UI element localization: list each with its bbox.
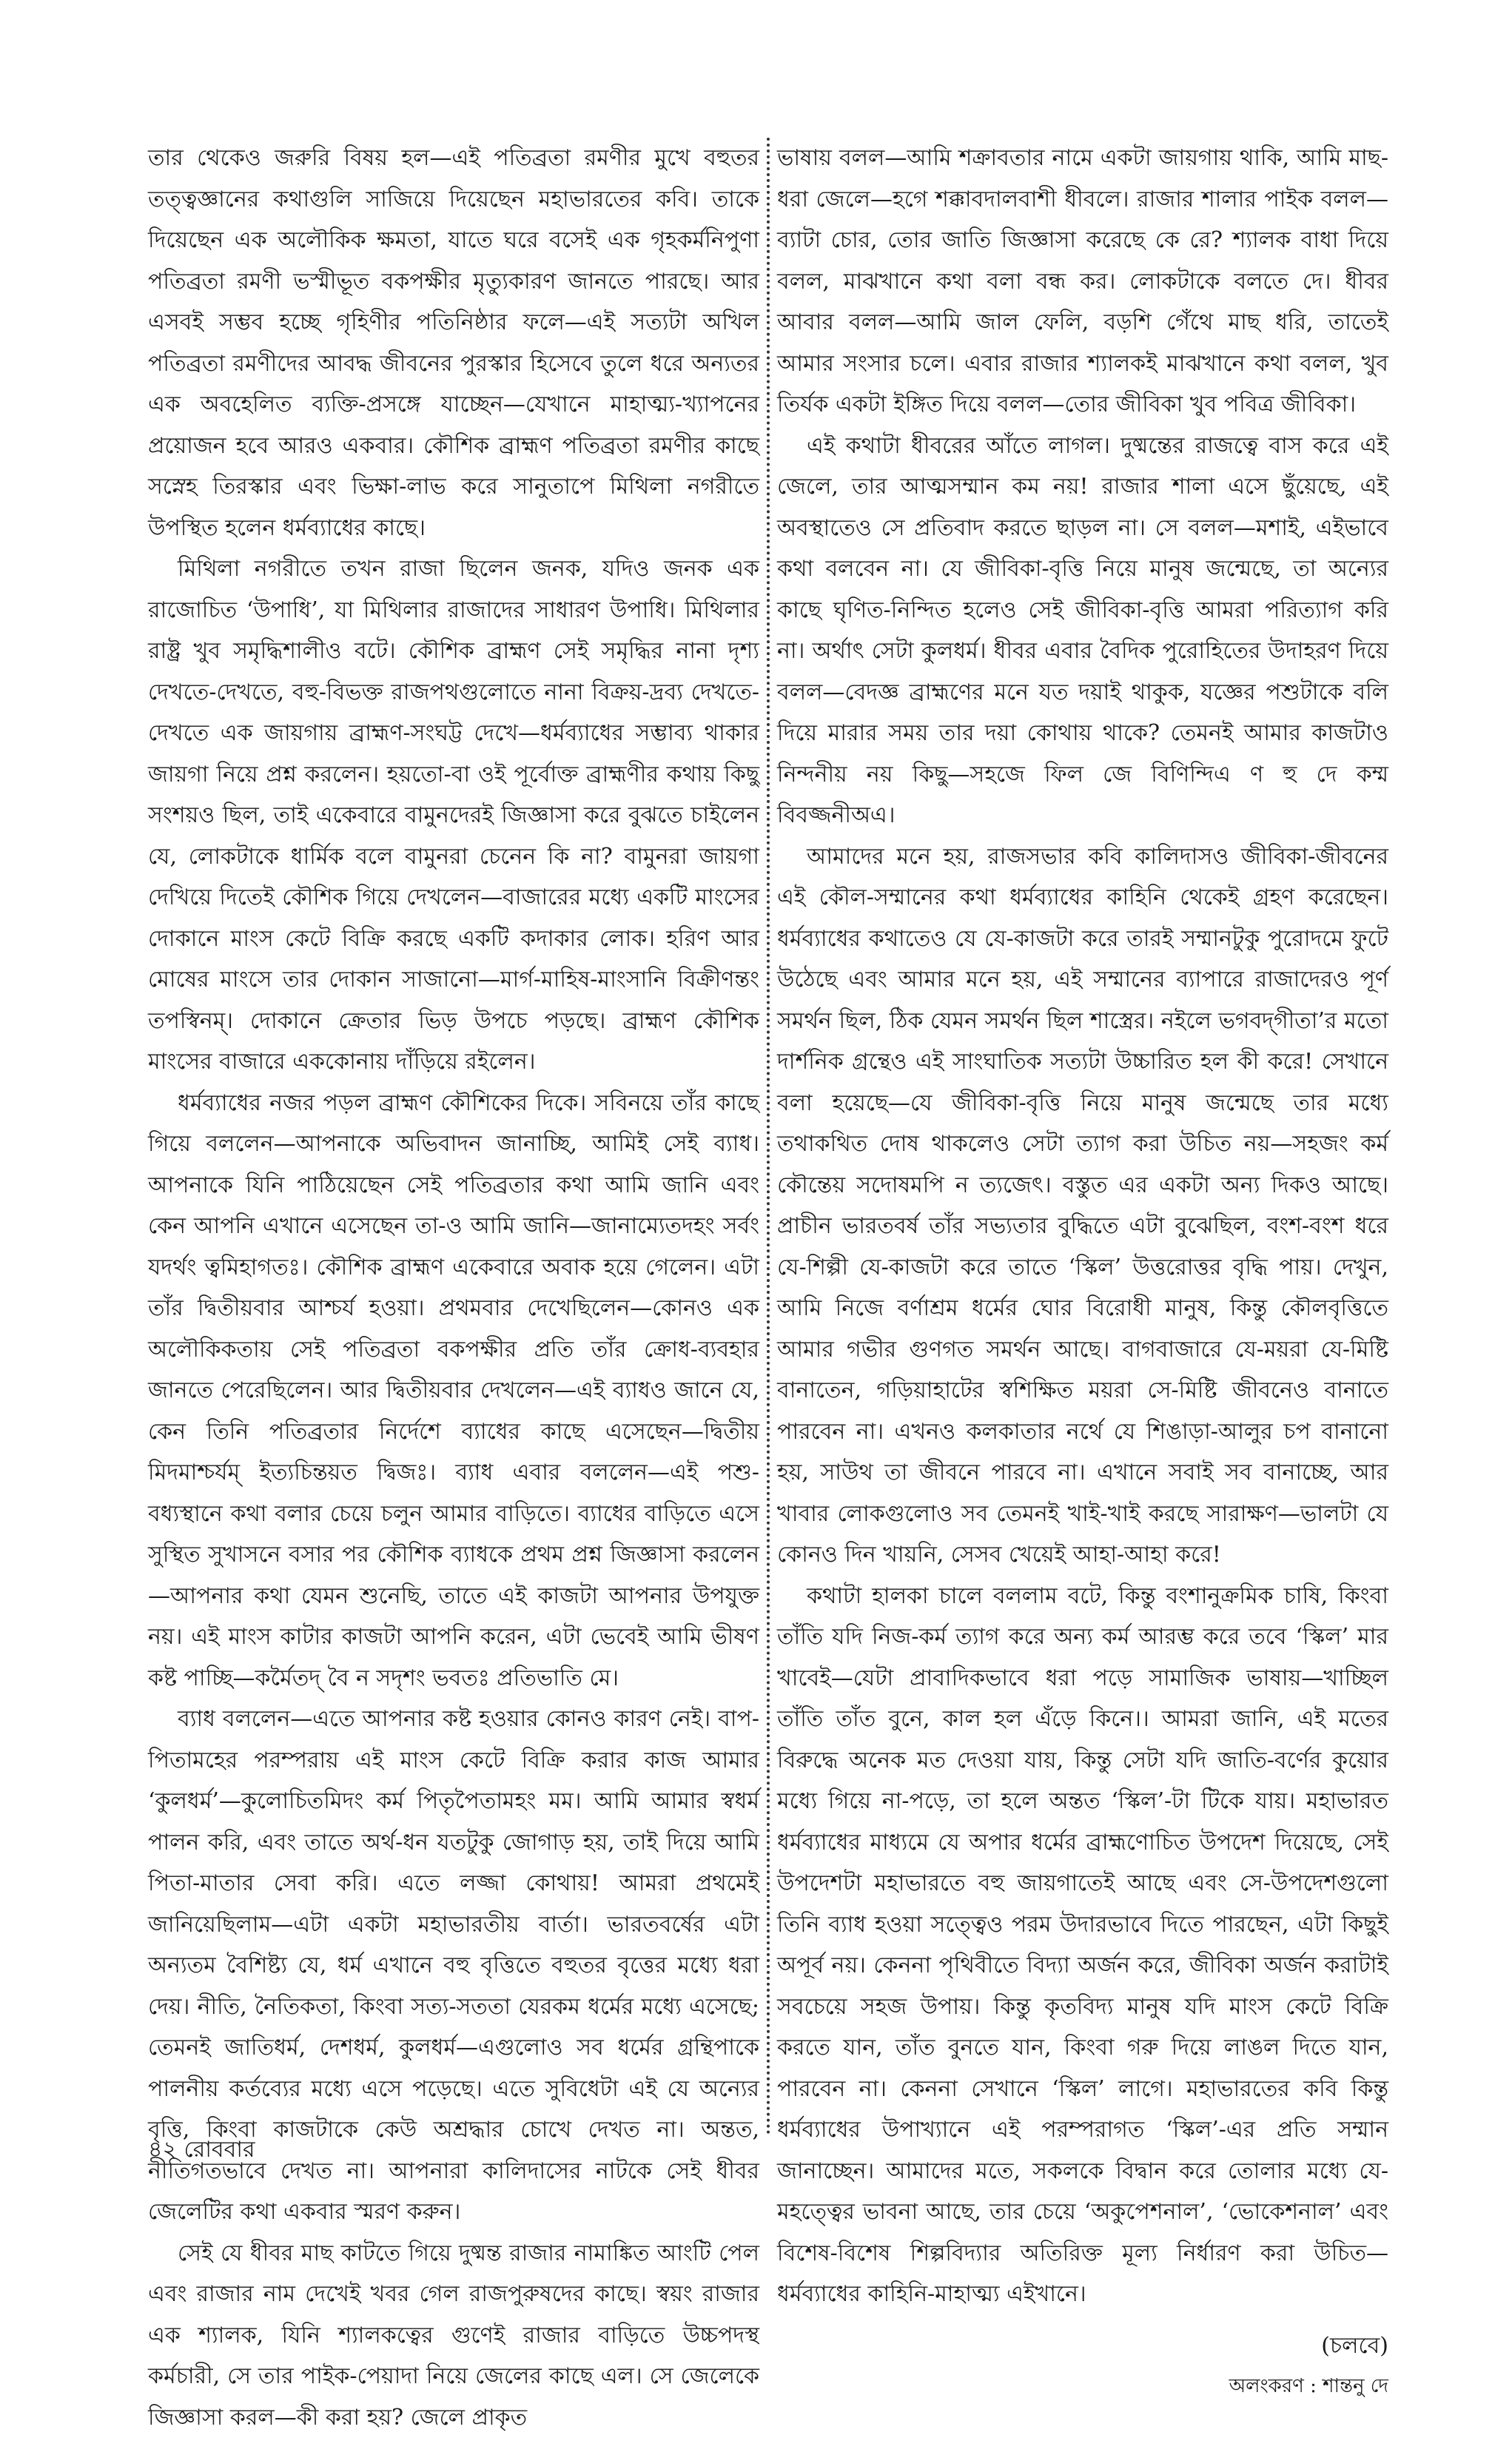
article-column-right	[777, 138, 1388, 2408]
paragraph: ব্যাধ বললেন—এতে আপনার কষ্ট হওয়ার কোনও কারণ নেই। বাপ-পিতামহের পরম্পরায় এই মাংস কেটে বিক্রি করার কাজ আমার ‘কুলধর্ম’—কুলোচিতমিদং কর্ম পিতৃপৈতামহং মম। আমি আমার স্বধর্ম পালন করি, এবং তাতে অর্থ-ধন যতটুকু জোগাড় হয়, তাই দিয়ে আমি পিতা-মাতার সেবা করি। এতে লজ্জা কোথায়! আমরা প্রথমেই জানিয়েছিলাম—এটা একটা মহাভারতীয় বার্তা। ভারতবর্ষের এটা অন্যতম বৈশিষ্ট্য যে, ধর্ম এখানে বহু বৃত্তিতে বহুতর বৃত্তের মধ্যে ধরা দেয়। নীতি, নৈতিকতা, কিংবা সত্য-সততা যেরকম ধর্মের মধ্যে এসেছে; তেমনই জাতিধর্ম, দেশধর্ম, কুলধর্ম—এগুলোও সব ধর্মের গ্রন্থিপাকে পালনীয় কর্তব্যের মধ্যে এসে পড়েছে। এতে সুবিধেটা এই যে অন্যের বৃত্তি, কিংবা কাজটাকে কেউ অশ্রদ্ধার চোখে দেখত না। অন্তত, নীতিগতভাবে দেখত না। আপনারা কালিদাসের নাটকে সেই ধীবর জেলেটির কথা একবার স্মরণ করুন।	[148, 1699, 759, 2233]
illustration-credit: অলংকরণ : শান্তনু দে	[777, 2366, 1388, 2408]
paragraph: এই কথাটা ধীবরের আঁতে লাগল। দুষ্মন্তের রাজত্বে বাস করে এই জেলে, তার আত্মসম্মান কম নয়! রাজার শালা এসে ছুঁয়েছে, এই অবস্থাতেও সে প্রতিবাদ করতে ছাড়ল না। সে বলল—মশাই, এইভাবে কথা বলবেন না। যে জীবিকা-বৃত্তি নিয়ে মানুষ জন্মেছে, তা অন্যের কাছে ঘৃণিত-নিন্দিত হলেও সেই জীবিকা-বৃত্তি আমরা পরিত্যাগ করি না। অর্থাৎ সেটা কুলধর্ম। ধীবর এবার বৈদিক পুরোহিতের উদাহরণ দিয়ে বলল—বেদজ্ঞ ব্রাহ্মণের মনে যত দয়াই থাকুক, যজ্ঞের পশুটাকে বলি দিয়ে মারার সময় তার দয়া কোথায় থাকে? তেমনই আমার কাজটাও নিন্দনীয় নয় কিছু—সহজে ফিল জে বিণিন্দিএ ণ হু দে কম্ম বিবজ্জনীঅএ।	[777, 426, 1388, 836]
to-be-continued-note: (চলবে)	[777, 2325, 1388, 2367]
magazine-name: রোববার	[184, 2137, 255, 2163]
page-footer	[148, 2132, 255, 2169]
paragraph: মিথিলা নগরীতে তখন রাজা ছিলেন জনক, যদিও জনক এক রাজোচিত ‘উপাধি’, যা মিথিলার রাজাদের সাধারণ উপাধি। মিথিলার রাষ্ট্র খুব সমৃদ্ধিশালীও বটে। কৌশিক ব্রাহ্মণ সেই সমৃদ্ধির নানা দৃশ্য দেখতে-দেখতে, বহু-বিভক্ত রাজপথগুলোতে নানা বিক্রয়-দ্রব্য দেখতে-দেখতে এক জায়গায় ব্রাহ্মণ-সংঘট্ট দেখে—ধর্মব্যাধের সম্ভাব্য থাকার জায়গা নিয়ে প্রশ্ন করলেন। হয়তো-বা ওই পূর্বোক্ত ব্রাহ্মণীর কথায় কিছু সংশয়ও ছিল, তাই একেবারে বামুনদেরই জিজ্ঞাসা করে বুঝতে চাইলেন যে, লোকটাকে ধার্মিক বলে বামুনরা চেনেন কি না? বামুনরা জায়গা দেখিয়ে দিতেই কৌশিক গিয়ে দেখলেন—বাজারের মধ্যে একটি মাংসের দোকানে মাংস কেটে বিক্রি করছে একটি কদাকার লোক। হরিণ আর মোষের মাংসে তার দোকান সাজানো—মার্গ-মাহিষ-মাংসানি বিক্রীণন্তং তপস্বিনম্‌। দোকানে ক্রেতার ভিড় উপচে পড়ছে। ব্রাহ্মণ কৌশিক মাংসের বাজারে এককোনায় দাঁড়িয়ে রইলেন।	[148, 548, 759, 1083]
paragraph: তার থেকেও জরুরি বিষয় হল—এই পতিব্রতা রমণীর মুখে বহুতর তত্ত্বজ্ঞানের কথাগুলি সাজিয়ে দিয়েছেন মহাভারতের কবি। তাকে দিয়েছেন এক অলৌকিক ক্ষমতা, যাতে ঘরে বসেই এক গৃহকর্মনিপুণা পতিব্রতা রমণী ভস্মীভূত বকপক্ষীর মৃত্যুকারণ জানতে পারছে। আর এসবই সম্ভব হচ্ছে গৃহিণীর পতিনিষ্ঠার ফলে—এই সত্যটা অখিল পতিব্রতা রমণীদের আবদ্ধ জীবনের পুরস্কার হিসেবে তুলে ধরে অন্যতর এক অবহেলিত ব্যক্তি-প্রসঙ্গে যাচ্ছেন—যেখানে মাহাত্ম্য-খ্যাপনের প্রয়োজন হবে আরও একবার। কৌশিক ব্রাহ্মণ পতিব্রতা রমণীর কাছে সস্নেহ তিরস্কার এবং ভিক্ষা-লাভ করে সানুতাপে মিথিলা নগরীতে উপস্থিত হলেন ধর্মব্যাধের কাছে।	[148, 138, 759, 548]
article-column-left	[148, 138, 759, 2438]
paragraph: কথাটা হালকা চালে বললাম বটে, কিন্তু বংশানুক্রমিক চাষি, কিংবা তাঁতি যদি নিজ-কর্ম ত্যাগ করে অন্য কর্ম আরম্ভ করে তবে ‘স্কিল’ মার খাবেই—যেটা প্রাবাদিকভাবে ধরা পড়ে সামাজিক ভাষায়—খাচ্ছিল তাঁতি তাঁত বুনে, কাল হল এঁড়ে কিনে।। আমরা জানি, এই মতের বিরুদ্ধে অনেক মত দেওয়া যায়, কিন্তু সেটা যদি জাতি-বর্ণের কুয়োর মধ্যে গিয়ে না-পড়ে, তা হলে অন্তত ‘স্কিল’-টা টিকে যায়। মহাভারত ধর্মব্যাধের মাধ্যমে যে অপার ধর্মের ব্রাহ্মণোচিত উপদেশ দিয়েছে, সেই উপদেশটা মহাভারতে বহু জায়গাতেই আছে এবং সে-উপদেশগুলো তিনি ব্যাধ হওয়া সত্ত্বেও পরম উদারভাবে দিতে পারছেন, এটা কিছুই অপূর্ব নয়। কেননা পৃথিবীতে বিদ্যা অর্জন করে, জীবিকা অর্জন করাটাই সবচেয়ে সহজ উপায়। কিন্তু কৃতবিদ্য মানুষ যদি মাংস কেটে বিক্রি করতে যান, তাঁত বুনতে যান, কিংবা গরু দিয়ে লাঙল দিতে যান, পারবেন না। কেননা সেখানে ‘স্কিল’ লাগে। মহাভারতের কবি কিন্তু ধর্মব্যাধের উপাখ্যানে এই পরম্পরাগত ‘স্কিল’-এর প্রতি সম্মান জানাচ্ছেন। আমাদের মতে, সকলকে বিদ্বান করে তোলার মধ্যে যে-মহত্ত্বের ভাবনা আছে, তার চেয়ে ‘অকুপেশনাল’, ‘ভোকেশনাল’ এবং বিশেষ-বিশেষ শিল্পবিদ্যার অতিরিক্ত মূল্য নির্ধারণ করা উচিত—ধর্মব্যাধের কাহিনি-মাহাত্ম্য এইখানে।	[777, 1576, 1388, 2315]
paragraph: ধর্মব্যাধের নজর পড়ল ব্রাহ্মণ কৌশিকের দিকে। সবিনয়ে তাঁর কাছে গিয়ে বললেন—আপনাকে অভিবাদন জানাচ্ছি, আমিই সেই ব্যাধ। আপনাকে যিনি পাঠিয়েছেন সেই পতিব্রতার কথা আমি জানি এবং কেন আপনি এখানে এসেছেন তা-ও আমি জানি—জানাম্যেতদহং সর্বং যদর্থং ত্বমিহাগতঃ। কৌশিক ব্রাহ্মণ একেবারে অবাক হয়ে গেলেন। এটা তাঁর দ্বিতীয়বার আশ্চর্য হওয়া। প্রথমবার দেখেছিলেন—কোনও এক অলৌকিকতায় সেই পতিব্রতা বকপক্ষীর প্রতি তাঁর ক্রোধ-ব্যবহার জানতে পেরেছিলেন। আর দ্বিতীয়বার দেখলেন—এই ব্যাধও জানে যে, কেন তিনি পতিব্রতার নির্দেশে ব্যাধের কাছে এসেছেন—দ্বিতীয় মিদমাশ্চর্যম্‌ ইত্যচিন্তয়ত দ্বিজঃ। ব্যাধ এবার বললেন—এই পশু-বধ্যস্থানে কথা বলার চেয়ে চলুন আমার বাড়িতে। ব্যাধের বাড়িতে এসে সুস্থিত সুখাসনে বসার পর কৌশিক ব্যাধকে প্রথম প্রশ্ন জিজ্ঞাসা করলেন—আপনার কথা যেমন শুনেছি, তাতে এই কাজটা আপনার উপযুক্ত নয়। এই মাংস কাটার কাজটা আপনি করেন, এটা ভেবেই আমি ভীষণ কষ্ট পাচ্ছি—কর্মৈতদ্‌ বৈ ন সদৃশং ভবতঃ প্রতিভাতি মে।	[148, 1083, 759, 1699]
column-divider	[767, 138, 770, 2136]
paragraph: আমাদের মনে হয়, রাজসভার কবি কালিদাসও জীবিকা-জীবনের এই কৌল-সম্মানের কথা ধর্মব্যাধের কাহিনি থেকেই গ্রহণ করেছেন। ধর্মব্যাধের কথাতেও যে যে-কাজটা করে তারই সম্মানটুকু পুরোদমে ফুটে উঠেছে এবং আমার মনে হয়, এই সম্মানের ব্যাপারে রাজাদেরও পূর্ণ সমর্থন ছিল, ঠিক যেমন সমর্থন ছিল শাস্ত্রের। নইলে ভগবদ্‌গীতা’র মতো দার্শনিক গ্রন্থেও এই সাংঘাতিক সত্যটা উচ্চারিত হল কী করে! সেখানে বলা হয়েছে—যে জীবিকা-বৃত্তি নিয়ে মানুষ জন্মেছে তার মধ্যে তথাকথিত দোষ থাকলেও সেটা ত্যাগ করা উচিত নয়—সহজং কর্ম কৌন্তেয় সদোষমপি ন ত্যজেৎ। বস্তুত এর একটা অন্য দিকও আছে। প্রাচীন ভারতবর্ষ তাঁর সভ্যতার বুদ্ধিতে এটা বুঝেছিল, বংশ-বংশ ধরে যে-শিল্পী যে-কাজটা করে তাতে ‘স্কিল’ উত্তরোত্তর বৃদ্ধি পায়। দেখুন, আমি নিজে বর্ণাশ্রম ধর্মের ঘোর বিরোধী মানুষ, কিন্তু কৌলবৃত্তিতে আমার গভীর গুণগত সমর্থন আছে। বাগবাজারে যে-ময়রা যে-মিষ্টি বানাতেন, গড়িয়াহাটের স্বশিক্ষিত ময়রা সে-মিষ্টি জীবনেও বানাতে পারবেন না। এখনও কলকাতার নর্থে যে শিঙাড়া-আলুর চপ বানানো হয়, সাউথ তা জীবনে পারবে না। এখানে সবাই সব বানাচ্ছে, আর খাবার লোকগুলোও সব তেমনই খাই-খাই করছে সারাক্ষণ—ভালটা যে কোনও দিন খায়নি, সেসব খেয়েই আহা-আহা করে!	[777, 836, 1388, 1576]
paragraph: সেই যে ধীবর মাছ কাটতে গিয়ে দুষ্মন্ত রাজার নামাঙ্কিত আংটি পেল এবং রাজার নাম দেখেই খবর গেল রাজপুরুষদের কাছে। স্বয়ং রাজার এক শ্যালক, যিনি শ্যালকত্বের গুণেই রাজার বাড়িতে উচ্চপদস্থ কর্মচারী, সে তার পাইক-পেয়াদা নিয়ে জেলের কাছে এল। সে জেলেকে জিজ্ঞাসা করল—কী করা হয়? জেলে প্রাকৃত	[148, 2233, 759, 2438]
page-number: ৪২	[148, 2137, 177, 2163]
paragraph-continuation: ভাষায় বলল—আমি শক্রাবতার নামে একটা জায়গায় থাকি, আমি মাছ-ধরা জেলে—হগে শক্কাবদালবাশী ধীবলে। রাজার শালার পাইক বলল—ব্যাটা চোর, তোর জাতি জিজ্ঞাসা করেছে কে রে? শ্যালক বাধা দিয়ে বলল, মাঝখানে কথা বলা বন্ধ কর। লোকটাকে বলতে দে। ধীবর আবার বলল—আমি জাল ফেলি, বড়শি গেঁথে মাছ ধরি, তাতেই আমার সংসার চলে। এবার রাজার শ্যালকই মাঝখানে কথা বলল, খুব তির্যক একটা ইঙ্গিত দিয়ে বলল—তোর জীবিকা খুব পবিত্র জীবিকা।	[777, 138, 1388, 426]
